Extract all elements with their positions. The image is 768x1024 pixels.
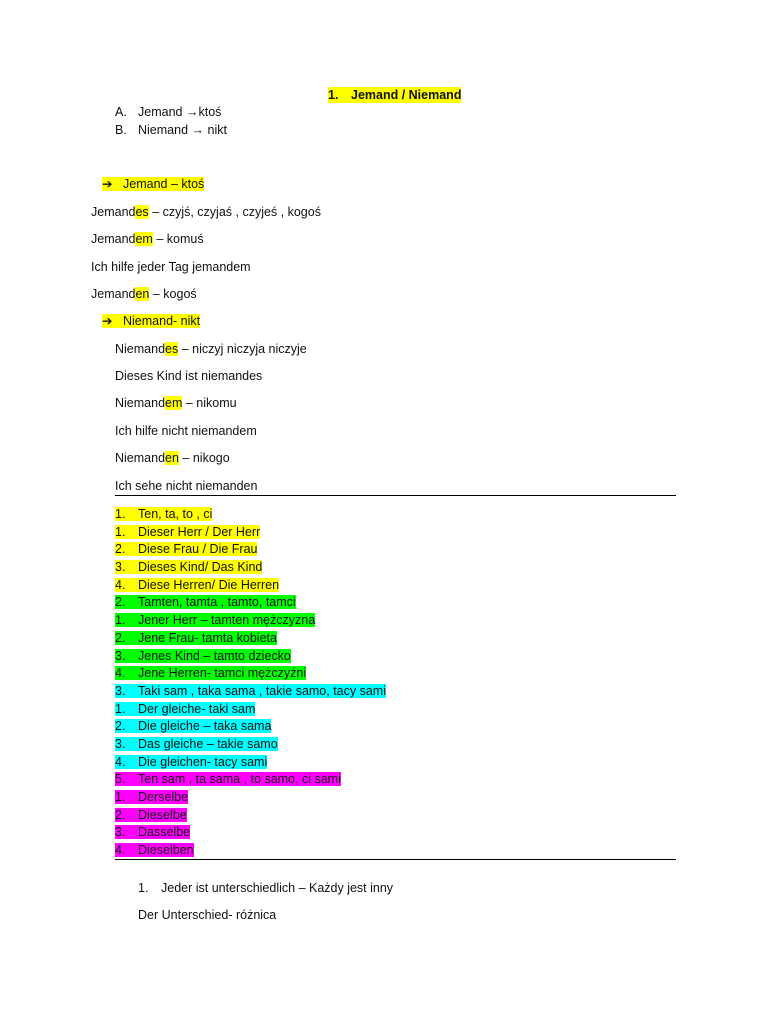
list-item [115,612,386,630]
list-item [115,683,386,701]
highlighted-text [115,719,271,733]
list-number: 1. [115,507,126,521]
list-number: 4. [115,843,126,858]
highlighted-text [115,808,187,822]
list-text: Diese Herren/ Die Herren [138,577,280,592]
list-item [115,824,386,842]
final-line: Der Unterschied- różnica [138,908,277,922]
list-text: Die gleiche – taka sama [138,719,272,734]
page-title: 1. Jemand / Niemand [328,88,462,102]
niemand-line-4: Ich hilfe nicht niemandem [115,424,257,438]
highlighted-text [115,772,341,786]
jemand-line-3: Ich hilfe jeder Tag jemandem [91,260,251,274]
section-heading-niemand: ➔ Niemand- nikt [102,314,201,328]
list-text: Jene Herren- tamci mężczyźni [138,666,307,681]
highlighted-text [115,666,306,680]
list-number: 2. [115,719,126,734]
list-text: Ten, ta, to , ci [138,507,213,521]
niemand-line-6: Ich sehe nicht niemanden [115,479,258,493]
list-text: Dieses Kind/ Das Kind [138,560,263,575]
colored-numbered-list [115,506,386,860]
list-text: Diese Frau / Die Frau [138,542,258,557]
jemand-line-4: Jemanden – kogoś [91,287,197,301]
jemand-line-2: Jemandem – komuś [91,232,204,246]
arrow-bullet-icon: ➔ [102,177,113,191]
arrow-right-icon: → [185,105,199,119]
jemand-line-1: Jemandes – czyjś, czyjaś , czyjeś , kogoś [91,205,321,219]
final-list-item: 1. Jeder ist unterschiedlich – Każdy jest inny [138,881,394,895]
highlighted-text [115,702,255,716]
list-number: 4. [115,666,126,681]
list-item [115,594,386,612]
list-item [115,524,386,542]
list-item [115,754,386,772]
highlighted-text [115,507,212,521]
list-number: 3. [115,683,126,698]
list-text: Dieselbe [138,807,187,822]
list-text: Dieser Herr / Der Herr [138,524,261,539]
list-text: Dieselben [138,843,194,858]
list-item [115,506,386,524]
list-text: Tamten, tamta , tamto, tamci [138,595,296,610]
list-item [115,789,386,807]
highlighted-text [115,649,291,663]
list-text: Das gleiche – takie samo [138,736,278,751]
list-text: Jene Frau- tamta kobieta [138,630,277,645]
list-number: 1. [115,790,126,804]
highlighted-text [115,843,194,857]
highlighted-text [115,631,277,645]
list-number: 4. [115,577,126,592]
list-item [115,541,386,559]
section-heading-jemand: ➔ Jemand – ktoś [102,177,205,191]
list-item [115,577,386,595]
highlighted-text [115,825,190,839]
list-item-a: A. Jemand →ktoś [115,105,222,119]
divider [115,495,676,496]
list-item [115,718,386,736]
list-text: Die gleichen- tacy sami [138,754,268,769]
list-number: 2. [115,630,126,645]
list-number: 2. [115,807,126,822]
list-item [115,665,386,683]
list-number: 2. [115,595,126,610]
list-number: 3. [115,560,126,575]
list-number: 3. [115,736,126,751]
list-item [115,648,386,666]
list-text: Der gleiche- taki sam [138,701,256,716]
highlighted-text [115,595,296,609]
list-text: Jenes Kind – tamto dziecko [138,648,291,663]
highlighted-text [115,613,315,627]
list-item [115,842,386,860]
list-number: 3. [115,825,126,840]
highlighted-text [115,560,262,574]
list-number: 5. [115,772,126,787]
list-number: 2. [115,542,126,557]
list-text: Derselbe [138,790,189,804]
highlighted-text [115,755,267,769]
list-number: 1. [115,701,126,716]
list-item-b: B. Niemand → nikt [115,123,227,137]
list-text: Ten sam , ta sama , to samo, ci sami [138,772,341,787]
list-item [115,736,386,754]
highlighted-text [115,737,278,751]
niemand-line-2: Dieses Kind ist niemandes [115,369,263,383]
list-text: Dasselbe [138,825,191,840]
niemand-line-5: Niemanden – nikogo [115,451,230,465]
list-number: 4. [115,754,126,769]
divider [115,859,676,860]
highlighted-text [115,684,386,698]
highlighted-text [115,525,260,539]
list-number: 3. [115,648,126,663]
list-item [115,701,386,719]
niemand-line-1: Niemandes – niczyj niczyja niczyje [115,342,307,356]
list-number: 1. [115,613,126,628]
niemand-line-3: Niemandem – nikomu [115,396,237,410]
list-item [115,771,386,789]
list-text: Taki sam , taka sama , takie samo, tacy sami [138,683,386,698]
highlighted-text [115,790,188,804]
highlighted-text [115,578,279,592]
arrow-bullet-icon: ➔ [102,314,113,328]
arrow-right-icon: → [191,123,205,137]
list-item [115,807,386,825]
list-number: 1. [115,524,126,539]
list-text: Jener Herr – tamten mężczyzna [138,613,316,628]
highlighted-text [115,542,257,556]
list-item [115,559,386,577]
list-item [115,630,386,648]
